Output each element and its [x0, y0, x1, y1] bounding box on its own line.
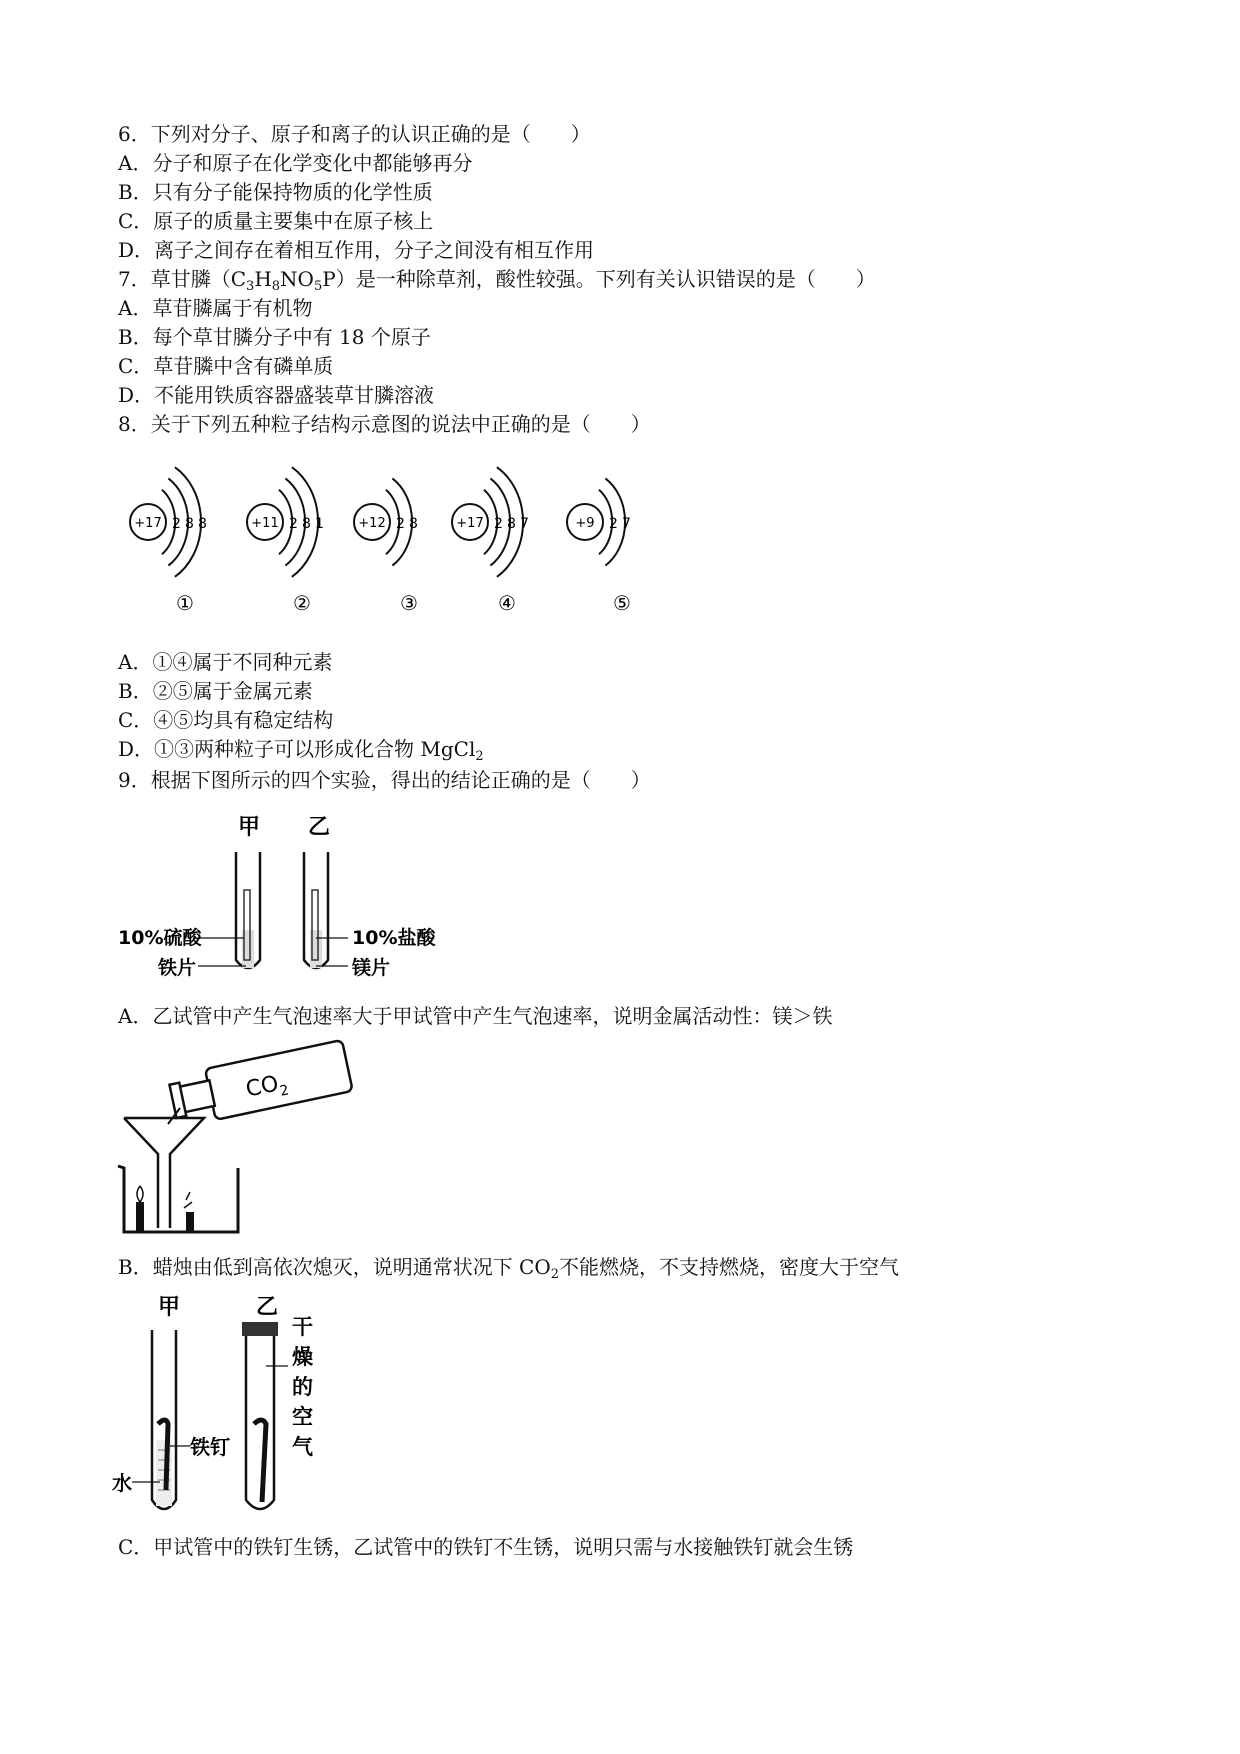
dry-air-label [291, 1315, 313, 1459]
nail-label: 铁钉 [190, 1435, 230, 1459]
particle-diagram-4 [452, 467, 529, 615]
particle-number-label: ⑤ [613, 591, 631, 615]
particle-number-label: ④ [498, 591, 516, 615]
q9-option-c: C．甲试管中的铁钉生锈，乙试管中的铁钉不生锈，说明只需与水接触铁钉就会生锈 [118, 1535, 854, 1559]
shell-electron-count: 8 [198, 516, 207, 532]
acid-metal-experiment-figure [118, 810, 478, 985]
q7-option-b: B．每个草甘膦分子中有 18 个原子 [118, 325, 431, 349]
q7-stem: 7．草甘膦$(C_3H_8NO_5P)$是一种除草剂，酸性较强。下列有关认识错误的是（ ） [118, 267, 876, 294]
high-candle [186, 1212, 194, 1232]
q6-option-d: D．离子之间存在着相互作用，分子之间没有相互作用 [118, 238, 595, 262]
stopper [242, 1322, 278, 1336]
particle-diagram-1 [130, 467, 207, 615]
shell-electron-count: 2 [494, 516, 503, 532]
iron-nail-rust-experiment-figure [112, 1290, 378, 1520]
shell-electron-count: 1 [315, 516, 324, 532]
shell-electron-count: 8 [185, 516, 194, 532]
nucleus-charge: +17 [456, 516, 484, 531]
svg-text:空: 空 [292, 1405, 313, 1429]
q8-option-c: C．④⑤均具有稳定结构 [118, 708, 334, 732]
q9-stem: 9．根据下图所示的四个实验，得出的结论正确的是（ ） [118, 768, 651, 792]
q6-stem: 6．下列对分子、原子和离子的认识正确的是（ ） [118, 122, 591, 146]
water-label: 水 [112, 1471, 132, 1495]
shell-electron-count: 2 [609, 516, 618, 532]
metal2-label: 镁片 [352, 957, 391, 979]
particle-diagram-3 [354, 478, 418, 615]
shell-electron-count: 7 [622, 516, 631, 532]
q8-option-b: B．②⑤属于金属元素 [118, 679, 313, 703]
q7-option-d: D．不能用铁质容器盛装草甘膦溶液 [118, 383, 435, 407]
tube-yi-label: 乙 [256, 1295, 279, 1320]
nucleus-charge: +9 [575, 516, 595, 531]
co2-candle-experiment-figure [118, 1036, 368, 1236]
particle-diagram-2 [247, 467, 324, 615]
shell-electron-count: 8 [507, 516, 516, 532]
particle-number-label: ③ [400, 591, 418, 615]
shell-electron-count: 8 [409, 516, 418, 532]
shell-electron-count: 2 [172, 516, 181, 532]
nucleus-charge: +12 [358, 516, 386, 531]
low-candle [136, 1202, 144, 1232]
q7-option-c: C．草苷膦中含有磷单质 [118, 354, 334, 378]
svg-text:的: 的 [292, 1375, 313, 1399]
metal1-label: 铁片 [158, 957, 197, 979]
tube-jia-label: 甲 [158, 1295, 181, 1320]
q6-option-c: C．原子的质量主要集中在原子核上 [118, 209, 434, 233]
q6-option-b: B．只有分子能保持物质的化学性质 [118, 180, 433, 204]
tube-jia-label: 甲 [238, 815, 261, 840]
particle-structure-diagrams [118, 488, 688, 628]
q9-option-a: A．乙试管中产生气泡速率大于甲试管中产生气泡速率，说明金属活动性：镁＞铁 [118, 1004, 833, 1028]
particle-number-label: ② [293, 591, 311, 615]
iron-nail-yi [254, 1420, 266, 1502]
shell-electron-count: 2 [396, 516, 405, 532]
low-flame [137, 1186, 143, 1202]
svg-text:燥: 燥 [292, 1345, 313, 1369]
q8-option-a: A．①④属于不同种元素 [118, 650, 333, 674]
q8-stem: 8．关于下列五种粒子结构示意图的说法中正确的是（ ） [118, 412, 651, 436]
particle-number-label: ① [176, 591, 194, 615]
svg-text:干: 干 [292, 1315, 313, 1339]
co2-bottle [168, 1040, 353, 1128]
q9-option-b: B．蜡烛由低到高依次熄灭，说明通常状况下 $CO_2$不能燃烧，不支持燃烧，密度大于空气 [118, 1255, 900, 1282]
nucleus-charge: +17 [134, 516, 162, 531]
shell-electron-count: 8 [302, 516, 311, 532]
shell-electron-count: 7 [520, 516, 529, 532]
q6-option-a: A．分子和原子在化学变化中都能够再分 [118, 151, 473, 175]
q8-option-d: D．①③两种粒子可以形成化合物 MgCl$_2$ [118, 737, 484, 764]
tube-yi-label: 乙 [308, 815, 331, 840]
q7-option-a: A．草苷膦属于有机物 [118, 296, 313, 320]
svg-text:CO2: $CO_2$ [243, 1071, 291, 1103]
acid1-label: 10%硫酸 [118, 927, 202, 949]
particle-diagram-5 [567, 478, 631, 615]
shell-electron-count: 2 [289, 516, 298, 532]
nucleus-charge: +11 [251, 516, 279, 531]
acid2-label: 10%盐酸 [352, 927, 436, 949]
svg-text:气: 气 [292, 1435, 313, 1459]
